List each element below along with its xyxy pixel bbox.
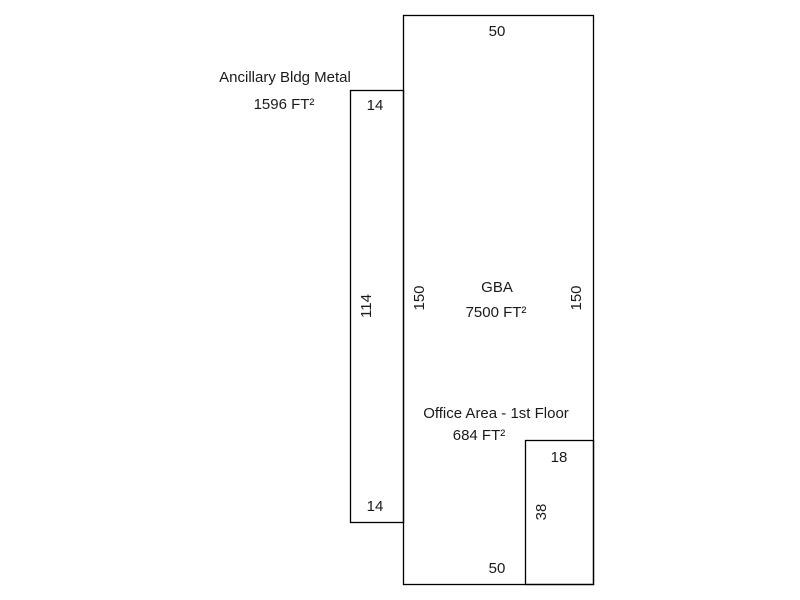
gba-top-dimension: 50	[488, 23, 506, 40]
office-left-dimension: 38	[533, 503, 550, 521]
gba-name-label: GBA	[481, 279, 513, 296]
gba-right-dimension: 150	[568, 285, 585, 311]
gba-left-dimension: 150	[411, 285, 428, 311]
ancillary-bottom-dimension: 14	[366, 498, 384, 515]
ancillary-name-label: Ancillary Bldg Metal	[219, 69, 351, 86]
gba-outline	[404, 16, 594, 585]
office-name-label: Office Area - 1st Floor	[423, 405, 569, 422]
ancillary-left-dimension: 114	[358, 294, 375, 318]
office-area-label: 684 FT²	[452, 427, 506, 444]
ancillary-area-label: 1596 FT²	[253, 96, 315, 113]
gba-area-label: 7500 FT²	[465, 304, 527, 321]
ancillary-top-dimension: 14	[366, 97, 384, 114]
office-top-dimension: 18	[550, 449, 568, 466]
gba-bottom-dimension: 50	[488, 560, 506, 577]
